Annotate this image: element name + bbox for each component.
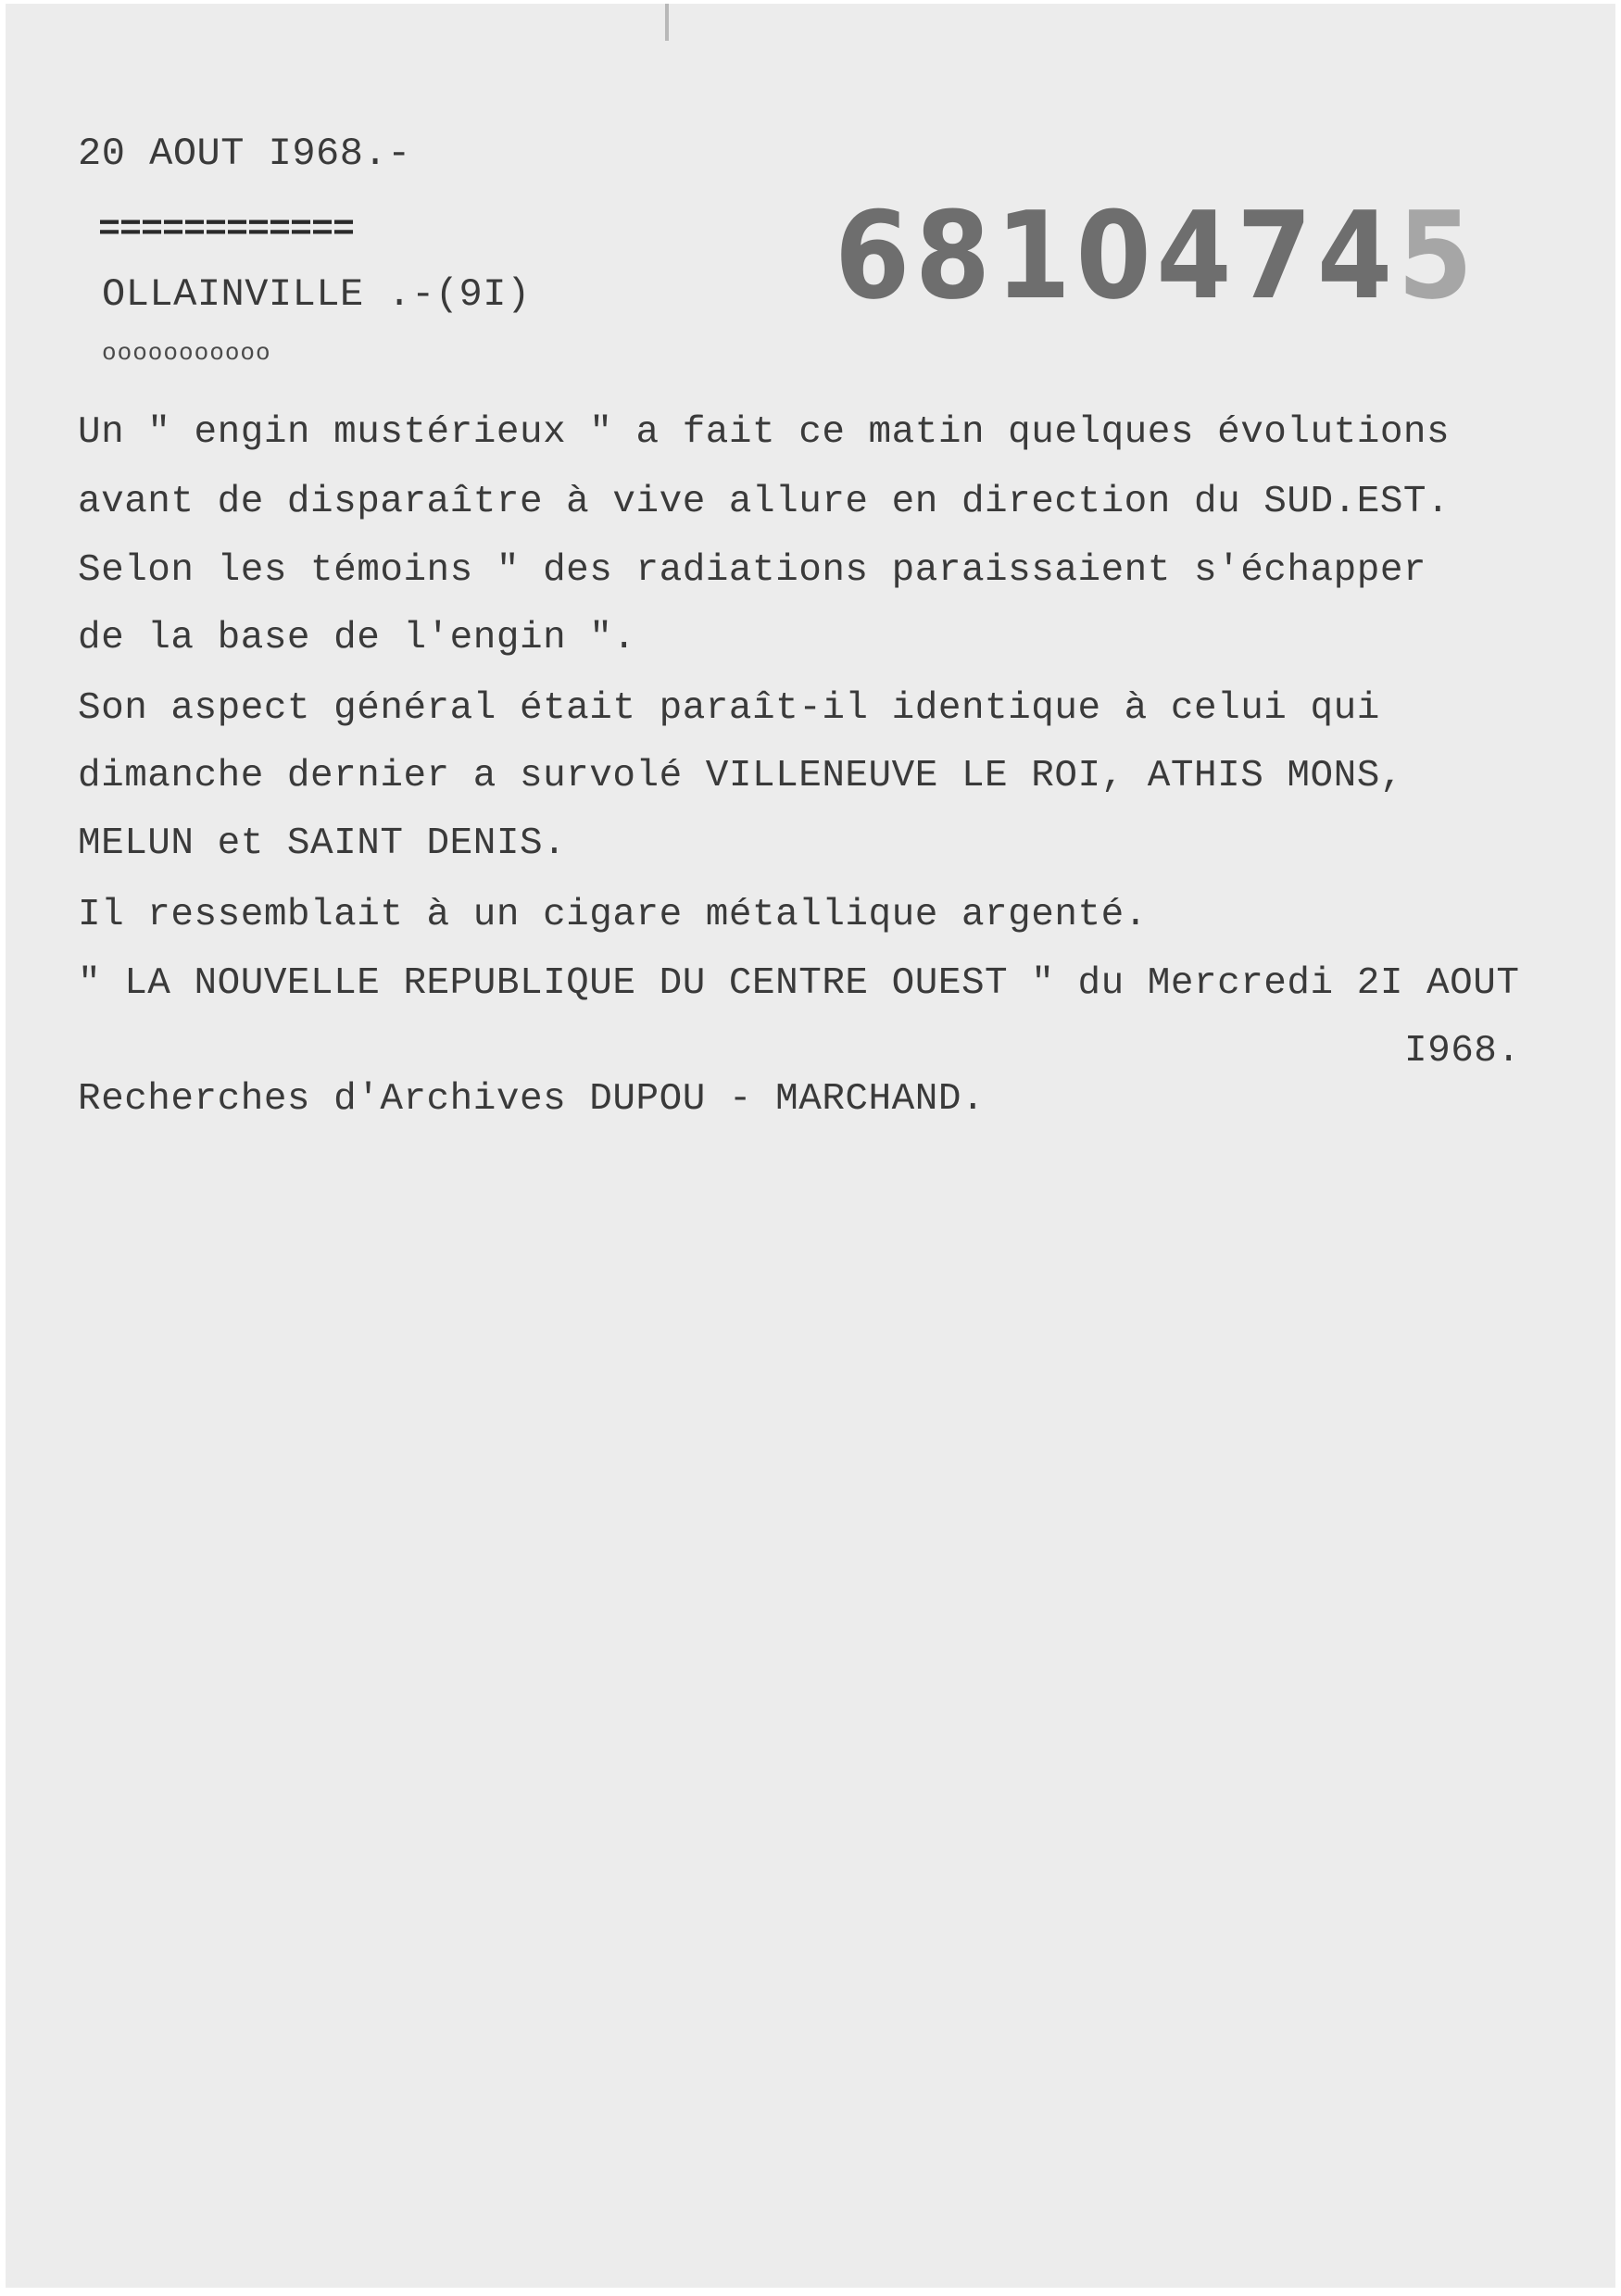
location-underline: ooooooooooo <box>102 339 271 367</box>
date-underline: ============ <box>98 209 355 251</box>
paper-fold-mark <box>665 4 669 41</box>
body-line-5: Son aspect général était paraît-il identique à celui qui <box>78 687 1380 730</box>
body-line-4: de la base de l'engin ". <box>78 617 636 659</box>
body-line-2: avant de disparaître à vive allure en direction du SUD.EST. <box>78 481 1451 523</box>
archive-number-stamp <box>835 185 1477 326</box>
body-line-7: MELUN et SAINT DENIS. <box>78 822 567 865</box>
body-line-8: Il ressemblait à un cigare métallique argenté. <box>78 894 1148 936</box>
stamp-number-main: 6810474 <box>835 185 1398 326</box>
archive-credit: Recherches d'Archives DUPOU - MARCHAND. <box>78 1078 986 1121</box>
body-line-1: Un " engin mustérieux " a fait ce matin quelques évolutions <box>78 411 1451 454</box>
document-date: 20 AOUT I968.- <box>78 132 411 176</box>
source-citation: " LA NOUVELLE REPUBLIQUE DU CENTRE OUEST " du Mercredi 2I AOUT <box>78 962 1520 1005</box>
source-citation-year: I968. <box>1404 1030 1521 1073</box>
body-line-6: dimanche dernier a survolé VILLENEUVE LE ROI, ATHIS MONS, <box>78 755 1403 797</box>
location-heading: OLLAINVILLE .-(9I) <box>102 272 531 317</box>
document-page <box>6 4 1615 2288</box>
stamp-number-last-digit: 5 <box>1397 185 1478 326</box>
body-line-3: Selon les témoins " des radiations paraissaient s'échapper <box>78 549 1427 592</box>
